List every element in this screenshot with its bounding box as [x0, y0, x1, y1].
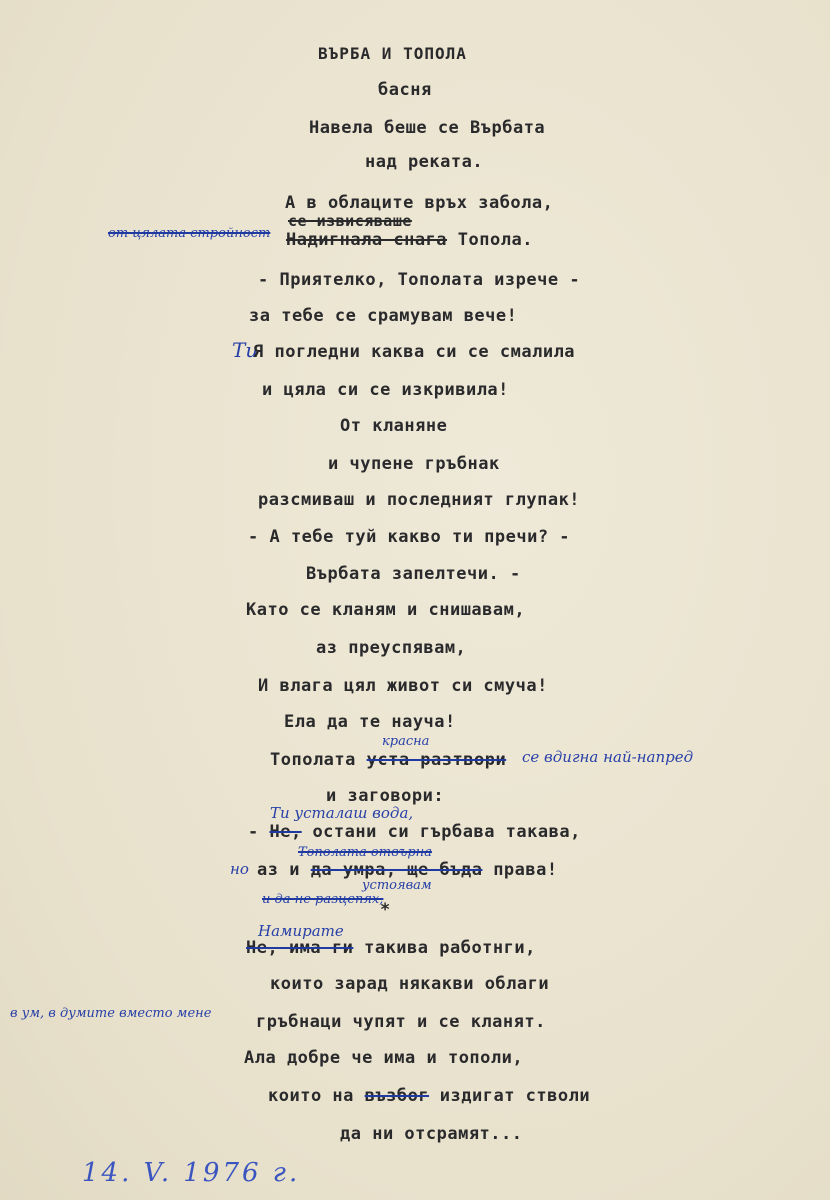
poem-line	[268, 1086, 590, 1106]
word: такива работнги,	[353, 938, 536, 958]
poem-line-inserted	[288, 212, 412, 230]
poem-line: Върбата запелтечи. -	[306, 564, 521, 584]
poem-line: аз преуспявам,	[316, 638, 467, 658]
poem-line	[270, 750, 506, 770]
poem-line	[286, 230, 533, 250]
poem-line: Навела беше се Върбата	[309, 118, 546, 138]
poem-line: над реката.	[365, 152, 484, 172]
word: Тополата изрече -	[397, 270, 581, 290]
struck-text: Не, има ги	[246, 938, 354, 958]
poem-line: и чупене гръбнак	[328, 454, 500, 474]
struck-text: възбог	[364, 1086, 430, 1106]
handwritten-date: 14. V. 1976 г.	[82, 1158, 301, 1188]
struck-text: Надигнала снага	[286, 230, 448, 250]
word: - Приятелко,	[258, 270, 398, 290]
poem-line: гръбнаци чупят и се кланят.	[256, 1012, 546, 1032]
handwritten-insert: устоявам	[362, 878, 432, 893]
struck-text: Не,	[269, 822, 302, 842]
poem-line: за тебе се срамувам вече!	[249, 306, 518, 326]
asterisk: *	[380, 900, 391, 920]
struck-text: да умра, ще бъда	[310, 860, 483, 880]
left-margin-note: в ум, в думите вместо мене	[10, 1006, 212, 1021]
margin-struck-note: от цялата стройност	[108, 226, 271, 241]
struck-text: уста разтвори	[366, 750, 507, 770]
handwritten-insert: Намирате	[258, 922, 344, 940]
poem-line: Ала добре че има и тополи,	[244, 1048, 524, 1068]
handwritten-insert: красна	[382, 734, 430, 749]
word: аз и	[257, 860, 311, 880]
word: -	[248, 822, 270, 842]
poem-line: От кланяне	[340, 416, 448, 436]
ti-correction: Ти	[232, 338, 259, 362]
word: права!	[482, 860, 558, 880]
poem-line: Я погледни каква си се смалила	[253, 342, 576, 362]
handwritten-insert: Ти усталаш вода,	[270, 804, 414, 822]
poem-line: А в облаците връх забола,	[285, 193, 554, 213]
poem-line: и цяла си се изкривила!	[262, 380, 509, 400]
poem-line: разсмиваш и последният глупак!	[258, 490, 581, 510]
poem-line: които зарад някакви облаги	[270, 974, 550, 994]
poem-line: и заговори:	[326, 786, 445, 806]
struck-text: се извисяваше	[288, 212, 412, 230]
poem-line	[248, 822, 581, 842]
poem-line: Ела да те науча!	[284, 712, 456, 732]
poem-subtitle: басня	[378, 80, 432, 100]
poem-line	[246, 938, 536, 958]
word: издигат стволи	[429, 1086, 591, 1106]
handwritten-insert: се вдигна най-напред	[522, 748, 694, 766]
poem-line: - А тебе туй какво ти пречи? -	[248, 527, 571, 547]
poem-line: Като се кланям и снишавам,	[246, 600, 526, 620]
word: Тополата	[270, 750, 367, 770]
word: които на	[268, 1086, 365, 1106]
poem-line: И влага цял живот си смуча!	[258, 676, 548, 696]
word: остани си гърбава такава,	[301, 822, 581, 842]
poem-line	[258, 270, 580, 290]
poem-line	[257, 860, 558, 880]
poem-title: ВЪРБА И ТОПОЛА	[318, 44, 467, 63]
handwritten-insert: но	[230, 860, 249, 878]
struck-handwritten-note: Тополата отвърна	[298, 845, 432, 860]
struck-handwritten-note: и да не разцепях,	[262, 892, 384, 907]
poem-line: да ни отсрамят...	[340, 1124, 523, 1144]
word: Топола.	[457, 230, 533, 250]
